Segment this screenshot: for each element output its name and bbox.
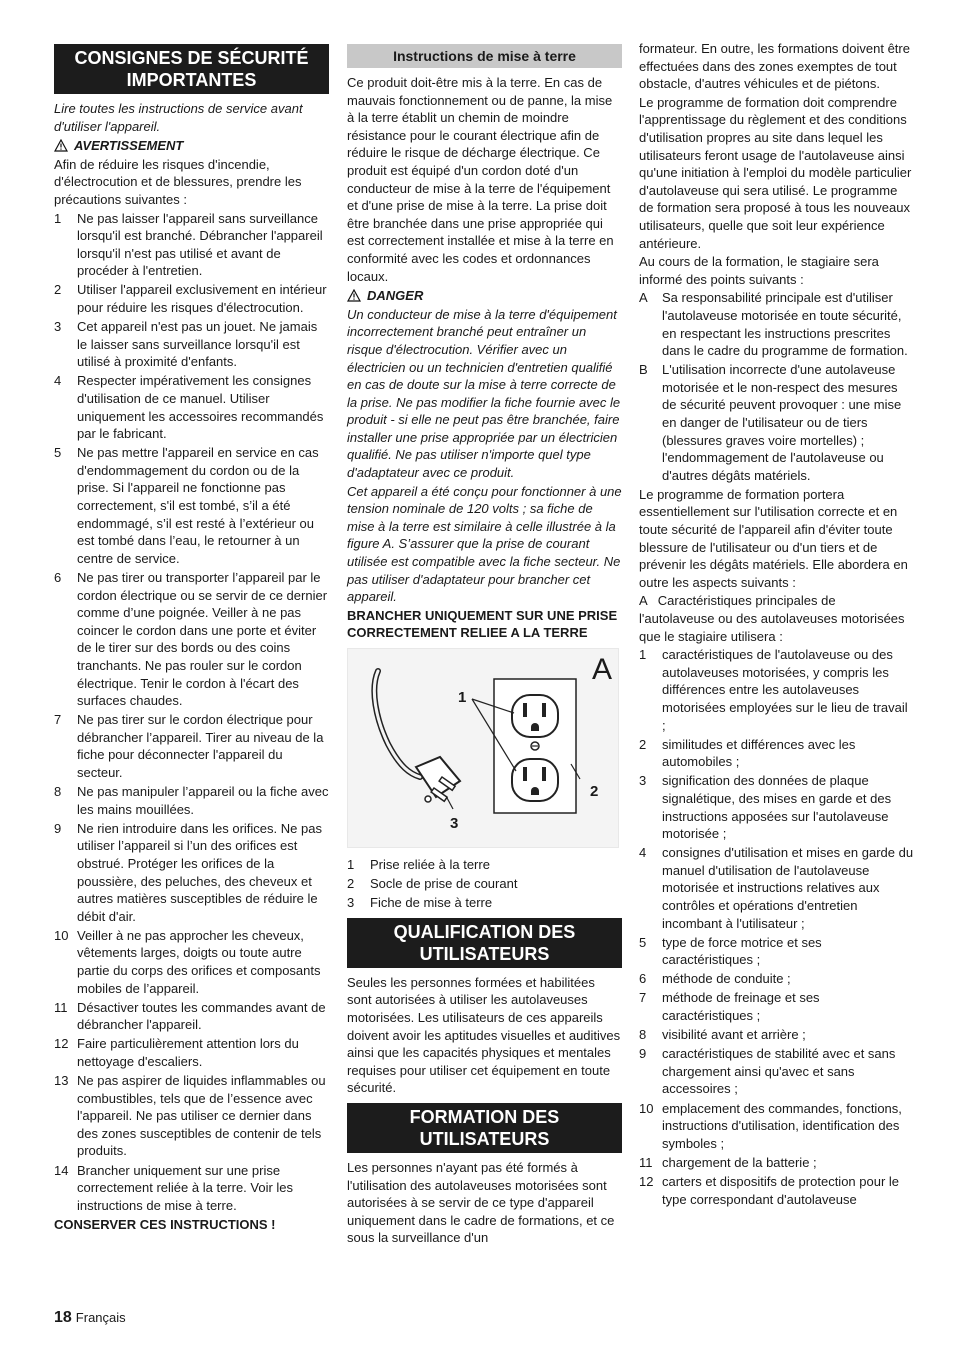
list-item: 2 Socle de prise de courant [347, 876, 518, 892]
list-item: 7 Ne pas tirer sur le cordon électrique pour débrancher l’appareil. Tirer au niveau de la fiche pour déconnecter l'appareil du secteur. [54, 712, 324, 780]
qualification-text: Seules les personnes formées et habilitées sont autorisées à utiliser les autolaveuses motorisées. Les utilisateurs de ces appareils doivent avoir les aptitudes visuelles et auditives ainsi que les capacités physiques et mentales requises pour utiliser cet équipement en toute sécurité. [347, 974, 621, 1096]
intro-text: Lire toutes les instructions de service avant d'utiliser l'appareil. [54, 101, 303, 134]
safety-list [54, 210, 329, 1215]
characteristics-list [639, 646, 914, 1208]
list-item: 6 Ne pas tirer ou transporter l’appareil par le cordon électrique ou se servir de ce dernier comme d’une poignée. Veiller à ne pas coincer le cordon dans une porte et éviter de le tirer sur des bords ou des coins tranchants. Ne pas rouler sur le cordon électrique. Tenir le cordon à l'écart des surfaces chaudes. [54, 569, 328, 709]
column-left [54, 44, 329, 1235]
list-item: 2 similitudes et différences avec les automobiles ; [639, 736, 856, 770]
list-item: 3 signification des données de plaque signalétique, des mises en garde et des instructions apposées sur l'autolaveuse motorisée ; [639, 773, 892, 842]
list-item: 2 Utiliser l'appareil exclusivement en intérieur pour réduire les risques d'électrocution. [54, 282, 327, 316]
list-item: 8 Ne pas manipuler l’appareil ou la fiche avec les mains mouillées. [54, 784, 329, 817]
list-item: 10 emplacement des commandes, fonctions, instructions d'utilisation, identification des symboles ; [639, 1100, 902, 1151]
list-item: 4 consignes d'utilisation et mises en garde du manuel d'utilisation de l'autolaveuse motorisée et instructions relatives aux contrôles et opérations d'entretien incombant à l'utilisateur ; [639, 845, 914, 931]
list-item: 3 Cet appareil n'est pas un jouet. Ne jamais le laisser sans surveillance lorsqu'il est utilisé à proximité d'enfants. [54, 319, 318, 370]
danger-text-1: Un conducteur de mise à la terre d'équipement incorrectement branché peut entraîner un risque d'électrocution. Vérifier avec un électricien ou un technicien d'entretien qualifié en cas de doute sur la mise à terre correcte de la prise. Ne pas modifier la fiche fournie avec le produit - si elle ne peut pas être branchée, faire installer une prise appropriée par un électricien qualifié. Ne pas utiliser n'importe quel type d'adaptateur avec ce produit. [347, 306, 621, 481]
section-title-qualification: QUALIFICATION DES UTILISATEURS [347, 918, 622, 968]
warning-label: AVERTISSEMENT [74, 138, 184, 154]
training-points-list [639, 289, 914, 484]
list-item: 10 Veiller à ne pas approcher les cheveux, vêtements larges, doigts ou toute autre partie du corps des orifices et composants mobiles de l’appareil. [54, 927, 321, 996]
figure-grounded-outlet [347, 648, 619, 848]
callout-1: 1 [458, 689, 467, 706]
list-item: 1 Prise reliée à la terre [347, 857, 490, 872]
training-continued: formateur. En outre, les formations doivent être effectuées dans des zones exemptes de tout obstacle, d'autres véhicules et de piétons. [639, 41, 910, 92]
list-item: 14 Brancher uniquement sur une prise correctement reliée à la terre. Voir les instructions de mise à terre. [54, 1162, 294, 1213]
list-item: 11 chargement de la batterie ; [639, 1154, 817, 1170]
training-characteristics: A Caractéristiques principales de l'autolaveuse ou des autolaveuses motorisées que le stagiaire utilisera : [639, 593, 909, 644]
list-item: 9 caractéristiques de stabilité avec et sans chargement ainsi qu'avec et sans accessoires ; [639, 1046, 896, 1097]
section-title-training: FORMATION DES UTILISATEURS [347, 1103, 622, 1153]
training-focus: Le programme de formation portera essentiellement sur l'utilisation correcte et en toute sécurité de l'appareil afin d'éviter toute blessure de l'utilisateur ou d'un tiers et de prévenir les dégâts matériels. Elle abordera en outre les aspects suivants : [639, 486, 908, 590]
page-footer [54, 1309, 126, 1327]
list-item: 4 Respecter impérativement les consignes d'utilisation de ce manuel. Utiliser uniquement les accessoires recommandés par le fabricant. [54, 373, 324, 442]
figure-letter: A [591, 653, 612, 686]
list-item: 5 type de force motrice et ses caractéristiques ; [639, 934, 822, 968]
list-item: 1 caractéristiques de l'autolaveuse ou des autolaveuses motorisées, y compris les différences entre les autolaveuses motorisées employées sur le lieu de travail ; [639, 647, 908, 733]
list-item: 3 Fiche de mise à terre [347, 895, 493, 911]
training-text: Les personnes n'ayant pas été formés à l'utilisation des autolaveuses motorisées sont autorisées à se servir de ce type d'appareil uniquement dans le cadre de formations, et ce sous la surveillance d'un [347, 1159, 615, 1246]
list-item: A Sa responsabilité principale est d'utiliser l'autolaveuse motorisée en toute sécurité, en respectant les instructions prescrites dans le cadre du programme de formation. [639, 290, 908, 359]
training-program: Le programme de formation doit comprendre l'apprentissage du règlement et des conditions d'utilisation propres au site dans lequel les utilisateurs feront usage de l'autolaveuse ainsi qu'une initiation à l'emploi du modèle particulier d'autolaveuse qui sera utilisé. Le programme de formation sera proposé à tous les nouveaux utilisateurs, quelle que soit leur expérience antérieure. [639, 94, 912, 251]
caps-warning: BRANCHER UNIQUEMENT SUR UNE PRISE CORRECTEMENT RELIEE A LA TERRE [347, 607, 618, 641]
list-item: 8 visibilité avant et arrière ; [639, 1027, 806, 1043]
page-language: Français [75, 1310, 126, 1325]
warning-heading [54, 137, 329, 155]
warning-triangle-icon [54, 139, 68, 152]
figure-legend [347, 856, 622, 912]
grounding-subtitle: Instructions de mise à terre [347, 44, 622, 68]
page-number: 18 [54, 1309, 72, 1326]
section-title-safety: CONSIGNES DE SÉCURITÉ IMPORTANTES [54, 44, 329, 94]
list-item: B L'utilisation incorrecte d'une autolaveuse motorisée et le non-respect des mesures de sécurité peuvent provoquer : une mise en danger de l'utilisateur ou de tiers (blessures graves voire mortelles) ; l'endommagement de l'autolaveuse ou d'autres dégâts matériels. [639, 362, 902, 483]
list-item: 5 Ne pas mettre l'appareil en service en cas d'endommagement du cordon ou de la prise. Si l'appareil ne fonctionne pas correctement, s'il est tombé, s’il a été endommagé, s’il est resté à l’extérieur ou est tombé dans l’eau, le retourner à un centre de service. [54, 445, 319, 566]
grounding-text: Ce produit doit-être mis à la terre. En cas de mauvais fonctionnement ou de panne, la mise à la terre établit un chemin de moindre résistance pour le courant électrique afin de réduire le risque de décharge électrique. Ce produit est équipé d'un cordon doté d'un conducteur de mise à la terre de l'équipement et d'une prise de mise à la terre. La prise doit être branchée dans une prise appropriée qui est correctement installée et mise à la terre en conformité avec les codes et ordonnances locaux. [347, 75, 614, 284]
warning-triangle-icon [347, 289, 361, 302]
danger-heading [347, 287, 622, 305]
warning-text: Afin de réduire les risques d'incendie, d'électrocution et de blessures, prendre les précautions suivantes : [54, 156, 302, 207]
column-right [639, 40, 914, 1210]
list-item: 11 Désactiver toutes les commandes avant de débrancher l'appareil. [54, 999, 326, 1033]
danger-text-2: Cet appareil a été conçu pour fonctionner à une tension nominale de 120 volts ; sa fiche de mise à la terre est similaire à celle illustrée à la figure A. S’assurer que la prise de courant utilisée est compatible avec la fiche secteur. Ne pas utiliser d'adaptateur pour brancher cet appareil. [347, 483, 622, 605]
callout-3: 3 [450, 815, 459, 832]
list-item: 7 méthode de freinage et ses caractéristiques ; [639, 990, 820, 1024]
keep-instructions: CONSERVER CES INSTRUCTIONS ! [54, 1217, 276, 1233]
list-item: 9 Ne rien introduire dans les orifices. Ne pas utiliser l’appareil si l’un des orifices est obstrué. Protéger les orifices de la poussière, des peluches, des cheveux et autres matières susceptibles de réduire le débit d'air. [54, 820, 322, 924]
list-item: 13 Ne pas aspirer de liquides inflammables ou combustibles, tels que de l’essence avec l'appareil. Ne pas utiliser ce dernier dans des zones susceptibles de contenir de tels produits. [54, 1073, 326, 1159]
list-item: 12 Faire particulièrement attention lors du nettoyage d'escaliers. [54, 1036, 299, 1069]
plug-outlet-illustration [348, 649, 618, 847]
callout-2: 2 [590, 783, 599, 800]
danger-label: DANGER [367, 288, 424, 304]
list-item: 6 méthode de conduite ; [639, 971, 791, 987]
list-item: 12 carters et dispositifs de protection pour le type correspondant d'autolaveuse [639, 1173, 900, 1207]
column-middle [347, 44, 622, 1248]
training-points-intro: Au cours de la formation, le stagiaire sera informé des points suivants : [639, 254, 879, 287]
list-item: 1 Ne pas laisser l'appareil sans surveillance lorsqu'il est branché. Débrancher l'appareil lorsqu'il n'est pas utilisé et avant de procéder à l'entretien. [54, 210, 323, 279]
